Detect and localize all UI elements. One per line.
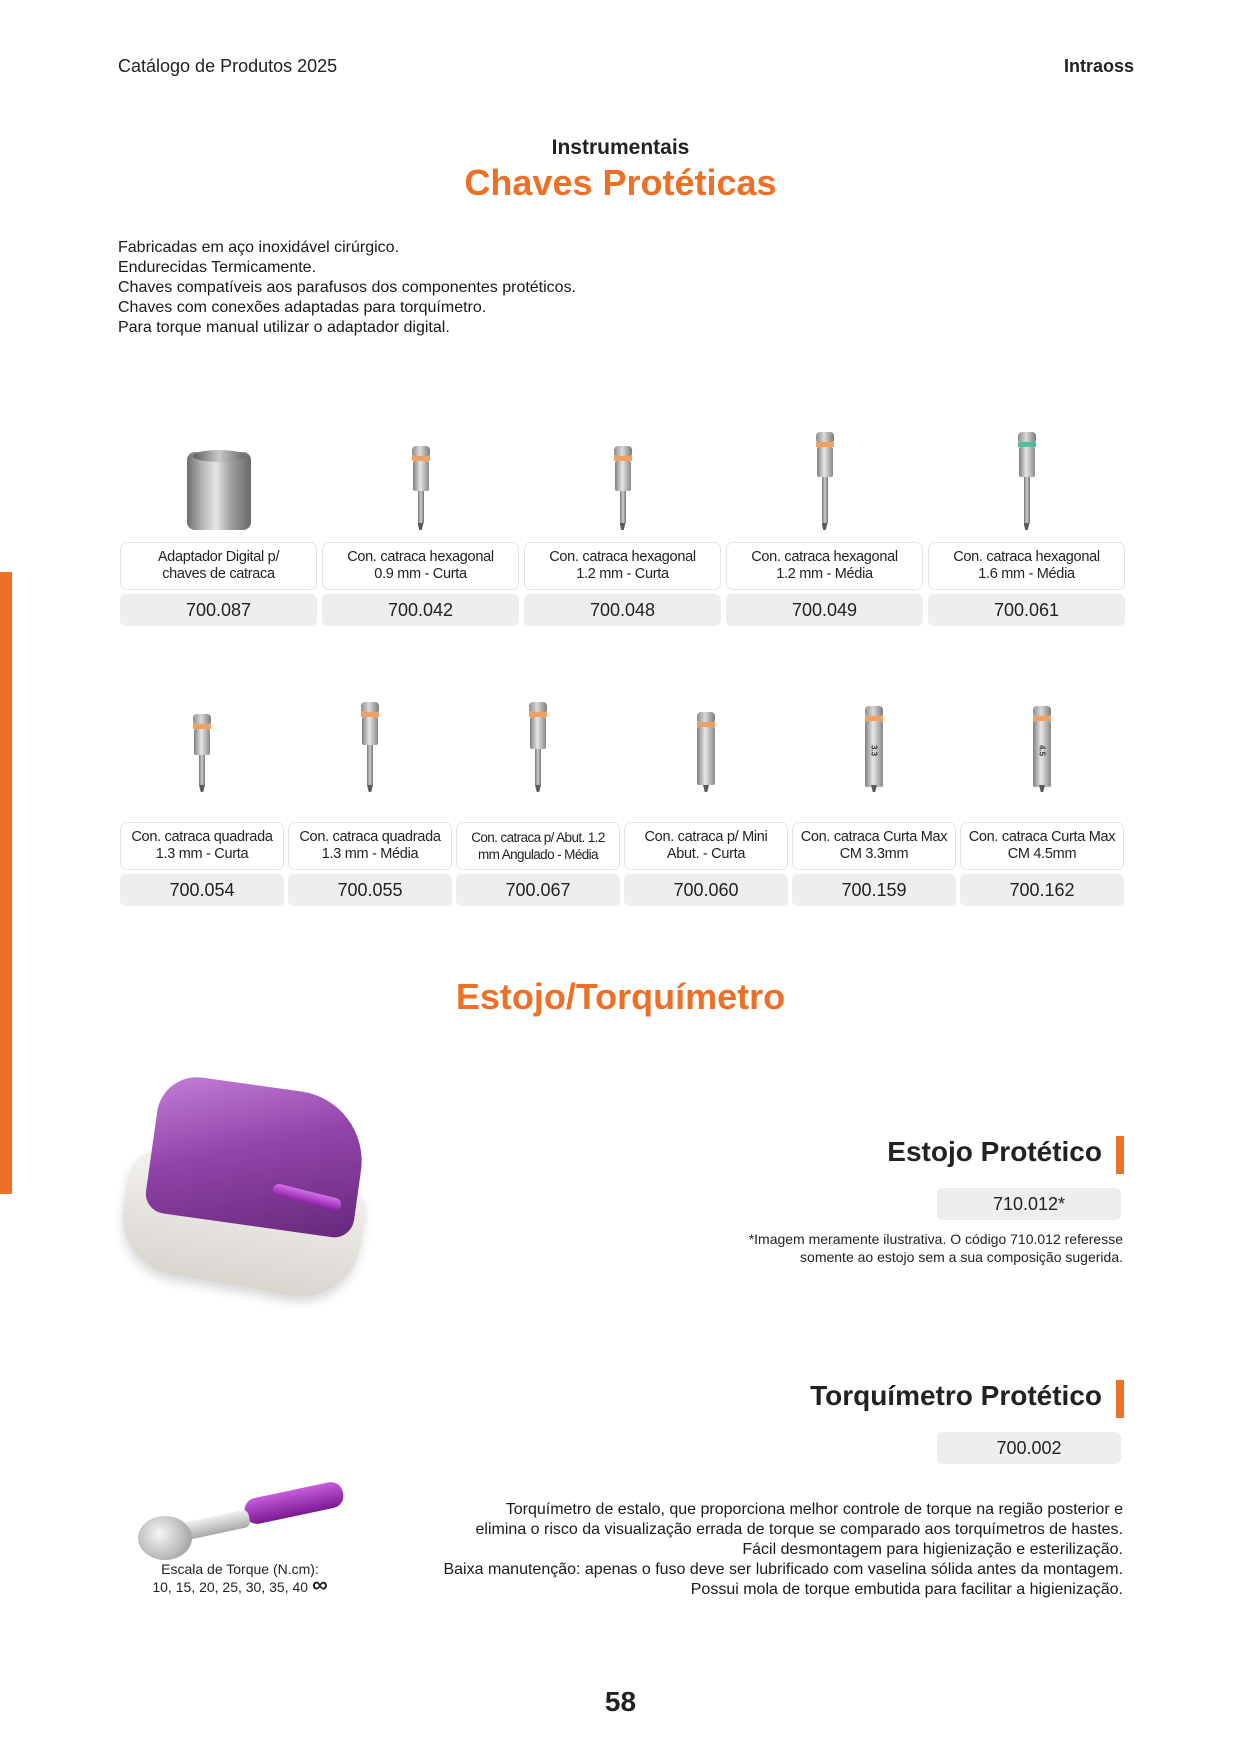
title-accent-mark <box>1116 1380 1124 1418</box>
page-number: 58 <box>604 1686 637 1717</box>
title-accent-mark <box>1116 1136 1124 1174</box>
product-photo <box>928 420 1125 530</box>
side-accent-bar <box>0 572 12 1194</box>
product-code: 700.055 <box>288 874 452 906</box>
adapter-icon <box>187 452 251 530</box>
intro-line: Para torque manual utilizar o adaptador digital. <box>118 319 450 336</box>
product-photo <box>524 420 721 530</box>
product-photo <box>288 700 452 792</box>
case-title: Estojo Protético <box>887 1136 1102 1167</box>
product-card <box>120 700 284 910</box>
section-title-chaves: Chaves Protéticas <box>464 162 777 203</box>
product-code: 700.087 <box>120 594 317 626</box>
product-card <box>524 420 721 630</box>
product-card <box>792 700 956 910</box>
driver-icon <box>611 446 635 530</box>
product-photo <box>120 420 317 530</box>
product-photo <box>726 420 923 530</box>
product-name: Con. catraca hexagonal 0.9 mm - Curta <box>322 542 519 590</box>
product-code: 700.060 <box>624 874 788 906</box>
product-code: 700.159 <box>792 874 956 906</box>
product-name: Con. catraca Curta Max CM 4.5mm <box>960 822 1124 870</box>
driver-icon <box>409 446 433 530</box>
product-name: Con. catraca p/ Abut. 1.2 mm Angulado - Média <box>456 822 620 870</box>
product-photo <box>456 700 620 792</box>
product-photo <box>120 700 284 792</box>
intro-text <box>118 238 576 338</box>
product-code: 700.042 <box>322 594 519 626</box>
section-title-estojo: Estojo/Torquímetro <box>455 976 786 1017</box>
torque-description: Torquímetro de estalo, que proporciona melhor controle de torque na região posterior e elimina o risco da visualização errada de torque se comparado aos torquímetros de hastes. Fácil desmontagem para higienização e esterilização. Baixa manutenção: apenas o fuso deve ser lubrificado com vaselina sólida antes da montagem. Possui mola de torque embutida para facilitar a higienização. <box>443 1501 1123 1598</box>
product-name: Con. catraca hexagonal 1.2 mm - Curta <box>524 542 721 590</box>
driver-icon <box>526 702 550 792</box>
product-code: 700.067 <box>456 874 620 906</box>
driver-icon <box>862 706 886 792</box>
catalog-title: Catálogo de Produtos 2025 <box>118 56 338 76</box>
product-row-2 <box>120 700 1124 910</box>
product-card <box>456 700 620 910</box>
torque-wrench-code: 700.002 <box>937 1432 1121 1464</box>
product-name: Con. catraca hexagonal 1.6 mm - Média <box>928 542 1125 590</box>
case-code: 710.012* <box>937 1188 1121 1220</box>
intro-line: Endurecidas Termicamente. <box>118 259 317 276</box>
product-code: 700.162 <box>960 874 1124 906</box>
product-photo <box>960 700 1124 792</box>
product-card <box>726 420 923 630</box>
driver-icon <box>1030 706 1054 792</box>
product-photo <box>624 700 788 792</box>
driver-icon <box>694 712 718 792</box>
product-name: Adaptador Digital p/ chaves de catraca <box>120 542 317 590</box>
product-name: Con. catraca hexagonal 1.2 mm - Média <box>726 542 923 590</box>
product-code: 700.061 <box>928 594 1125 626</box>
product-card <box>960 700 1124 910</box>
brand-name: Intraoss <box>1063 56 1134 76</box>
product-name: Con. catraca quadrada 1.3 mm - Curta <box>120 822 284 870</box>
size-engraving: 4.5 <box>1037 744 1047 757</box>
product-name: Con. catraca p/ Mini Abut. - Curta <box>624 822 788 870</box>
intro-line: Fabricadas em aço inoxidável cirúrgico. <box>118 239 400 256</box>
product-code: 700.054 <box>120 874 284 906</box>
product-name: Con. catraca Curta Max CM 3.3mm <box>792 822 956 870</box>
torque-wrench-photo <box>134 1482 354 1562</box>
product-card <box>120 420 317 630</box>
product-row-1 <box>120 420 1125 630</box>
torque-wrench-title: Torquímetro Protético <box>810 1380 1102 1411</box>
product-card <box>928 420 1125 630</box>
product-code: 700.048 <box>524 594 721 626</box>
case-note: *Imagem meramente ilustrativa. O código 710.012 referesse somente ao estojo sem a sua composição sugerida. <box>748 1231 1123 1265</box>
product-card <box>288 700 452 910</box>
product-code: 700.049 <box>726 594 923 626</box>
driver-icon <box>190 714 214 792</box>
driver-icon <box>358 702 382 792</box>
infinity-icon: ∞ <box>311 1572 328 1597</box>
product-photo <box>792 700 956 792</box>
product-card <box>624 700 788 910</box>
driver-icon <box>1015 432 1039 530</box>
intro-line: Chaves compatíveis aos parafusos dos componentes protéticos. <box>118 279 577 296</box>
product-name: Con. catraca quadrada 1.3 mm - Média <box>288 822 452 870</box>
torque-scale: Escala de Torque (N.cm): 10, 15, 20, 25, 30, 35, 40 ∞ <box>152 1561 328 1597</box>
product-photo <box>322 420 519 530</box>
case-photo <box>122 1086 372 1316</box>
section-kicker: Instrumentais <box>551 136 690 159</box>
size-engraving: 3.3 <box>869 744 879 757</box>
product-card <box>322 420 519 630</box>
intro-line: Chaves com conexões adaptadas para torquímetro. <box>118 299 487 316</box>
driver-icon <box>813 432 837 530</box>
